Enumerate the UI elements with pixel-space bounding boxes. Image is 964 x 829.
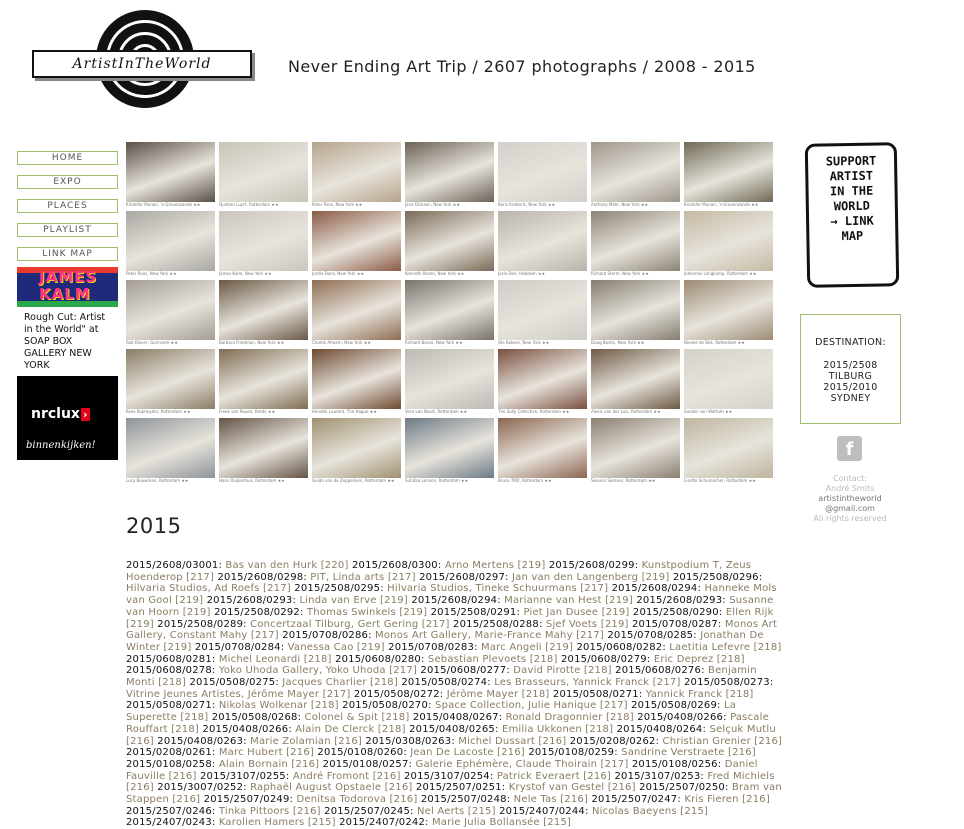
entry-link[interactable]: Linda van Erve [219] [299, 595, 408, 607]
entry-link[interactable]: Marc Angeli [219] [481, 641, 574, 653]
entry-code: 2015/2608/0293 [206, 595, 293, 607]
destination-line: 2015/2508 [823, 360, 878, 371]
entry-code: 2015/2508/0292 [214, 606, 300, 618]
entry-code: 2015/0508/0270 [342, 700, 429, 712]
entry-code: 2015/0508/0273 [683, 677, 770, 689]
photo-caption: Seounn Samsen, Rotterdam ★★ [591, 478, 656, 483]
photo-thumbnail[interactable] [126, 142, 215, 211]
photo-caption: Hendrik Laurent, The Hague ★★ [312, 409, 377, 414]
entry-link[interactable]: Marie Julia Bollansée [215] [431, 817, 572, 829]
entry-link[interactable]: Nel Aerts [215] [416, 805, 496, 817]
entry-code: 2015/0208/0262 [569, 735, 656, 747]
entry-link[interactable]: Vanessa Cao [219] [287, 641, 385, 653]
entry-code: 2015/0308/0263 [365, 735, 452, 747]
entry-code: 2015/2507/0250 [639, 782, 725, 794]
photo-caption: Kristofer Munari, 's-Gravenzande ★★ [684, 202, 759, 207]
photo-thumbnail[interactable] [591, 349, 680, 418]
entry-code: 2015/2608/0298 [217, 571, 304, 583]
photo-thumbnail[interactable] [312, 211, 401, 280]
photo-thumbnail[interactable] [126, 349, 215, 418]
site-tagline: Never Ending Art Trip / 2607 photographs / 2008 - 2015 [288, 57, 756, 76]
photo-thumbnail[interactable] [498, 211, 587, 280]
entry-code: 2015/2507/0246 [126, 805, 212, 817]
nav-link-map[interactable]: LINK MAP [17, 247, 118, 261]
entry-link[interactable]: Nicolas Baeyens [215] [591, 805, 709, 817]
photo-thumbnail[interactable] [498, 349, 587, 418]
photo-image [591, 280, 680, 340]
entry-code: 2015/2508/0291 [430, 606, 517, 618]
photo-image [219, 211, 308, 271]
entry-code: 2015/2508/0290 [632, 606, 719, 618]
entry-link[interactable]: Hilvaria Studios, Tineke Schuurmans [217] [387, 583, 609, 595]
photo-caption: Barbara Friedman, New York ★★ [219, 340, 285, 345]
entry-link[interactable]: Daniel Fauville [216] [126, 758, 758, 782]
photo-caption: Kees Rapheyder, Rotterdam ★★ [126, 409, 191, 414]
entry-code: 2015/0408/0265 [409, 723, 495, 735]
photo-caption: Sander van Wettum ★★ [684, 409, 733, 414]
photo-image [126, 280, 215, 340]
photo-caption: Anthony Miler, New York ★★ [591, 202, 649, 207]
contact-name: André Smits [825, 484, 875, 493]
support-line: MAP [841, 228, 864, 244]
photo-thumbnail[interactable] [498, 142, 587, 211]
entry-code: 2015/0508/0271 [552, 688, 639, 700]
entry-link[interactable]: Denitsa Todorova [216] [296, 794, 418, 806]
entry-link[interactable]: Monos Art Gallery, Marie-France Mahy [217] [375, 630, 604, 642]
photo-image [498, 211, 587, 271]
entry-link[interactable]: Laetitia Lefevre [218] [669, 641, 782, 653]
entry-link[interactable]: Nikolas Wolkenar [218] [218, 700, 339, 712]
entry-link[interactable]: Jan van den Langenberg [219] [511, 571, 670, 583]
photo-thumbnail[interactable] [684, 418, 773, 487]
entry-code: 2015/2507/0245 [324, 805, 411, 817]
entry-code: 2015/0608/0281 [126, 653, 212, 665]
destination-box [800, 314, 901, 424]
photo-thumbnail[interactable] [591, 280, 680, 349]
photo-caption: Josie Doe, Hoboken ★★ [498, 271, 546, 276]
entry-link[interactable]: Sjef Voets [219] [545, 618, 629, 630]
photo-thumbnail[interactable] [219, 211, 308, 280]
contact-email-domain[interactable]: @gmail.com [825, 504, 875, 513]
photo-thumbnail[interactable] [219, 142, 308, 211]
entry-code: 2015/2608/0297 [419, 571, 506, 583]
support-line: ARTIST [829, 168, 874, 184]
entry-code: 2015/0108/0256 [631, 758, 718, 770]
entry-code: 2015/2507/0251 [415, 782, 502, 794]
photo-caption: Lisette Schumacher, Rotterdam ★★ [684, 478, 756, 483]
photo-thumbnail[interactable] [684, 349, 773, 418]
entry-link[interactable]: Vitrine Jeunes Artistes, Jérôme Mayer [217] [126, 688, 351, 700]
entry-link[interactable]: Sandrine Verstraete [216] [621, 747, 756, 759]
entry-code: 2015/0408/0263 [157, 735, 244, 747]
entry-code: 2015/2508/0296 [672, 571, 759, 583]
photo-thumbnail[interactable] [684, 280, 773, 349]
entry-code: 2015/0408/0266 [202, 723, 289, 735]
photo-image [591, 211, 680, 271]
james-kalm-caption[interactable]: Rough Cut: Artist in the World" at SOAP BOX GALLERY NEW YORK [24, 312, 106, 371]
entry-code: 2015/0608/0276 [615, 665, 702, 677]
entry-link[interactable]: Sebastian Plevoets [218] [427, 653, 558, 665]
entry-link[interactable]: Bas van den Hurk [220] [225, 560, 349, 571]
entry-code: 2015/2608/0299 [548, 560, 635, 571]
entry-code: 2015/2608/0294 [611, 583, 698, 595]
photo-image [405, 349, 494, 409]
photo-caption: Freek van Reuen, Breda ★★ [219, 409, 276, 414]
entry-code: 2015/0408/0267 [412, 712, 499, 724]
contact-label: Contact: [833, 474, 867, 483]
entry-link[interactable]: Jacques Charlier [218] [282, 677, 398, 689]
nav-places[interactable]: PLACES [17, 199, 118, 213]
entry-link[interactable]: Ronald Dragonnier [218] [505, 712, 634, 724]
photo-image [219, 142, 308, 202]
entry-code: 2015/0108/0260 [317, 747, 404, 759]
entry-code: 2015/0508/0274 [401, 677, 488, 689]
entry-link[interactable]: Emilia Ukkonen [218] [501, 723, 614, 735]
photo-caption: Peter Pons, New York ★★ [312, 202, 363, 207]
photo-caption: Kenneth Rozen, New York ★★ [405, 271, 465, 276]
chevron-right-icon: › [82, 408, 88, 421]
photo-caption: Richard Storm, New York ★★ [591, 271, 649, 276]
entry-link[interactable]: Tinka Pittoors [216] [218, 805, 321, 817]
entry-link[interactable]: Christian Grenier [216] [662, 735, 783, 747]
photo-thumbnail[interactable] [405, 349, 494, 418]
support-line: SUPPORT [825, 153, 877, 169]
photo-image [312, 418, 401, 478]
entry-link[interactable]: Michel Dussart [216] [458, 735, 567, 747]
entry-code: 2015/2608/0293 [636, 595, 723, 607]
entry-code: 2015/2608/03001 [126, 560, 219, 571]
entry-link[interactable]: Concertzaal Tilburg, Gert Gering [217] [250, 618, 450, 630]
entry-link[interactable]: André Fromont [216] [292, 770, 401, 782]
entry-code: 2015/2407/0244 [499, 805, 585, 817]
entry-code: 2015/0408/0266 [637, 712, 724, 724]
entry-list: 2015/2608/03001: Bas van den Hurk [220] 2015/2608/0300: Arno Mertens [219] 2015/2608/0299: Kunstpodium T, Zeus Hoenderop [217] 2015/2608/0298: PIT, Linda arts [217] 2015/2608/0297: Jan van den Langenberg [219] 2015/2508/0296: Hilvaria Studios, Ad Roefs [217] 2015/2508/0295: Hilvaria Studios, Tineke Schuurmans [217] 2015/2608/0294: Hanneke Mols van Gool [219] 2015/2608/0293: Linda van Erve [219] 2015/2608/0294: Marianne van Hest [219] 2015/2608/0293: Susanne van Hoorn [219] 2015/2508/0292: Thomas Swinkels [219] 2015/2508/0291: Piet Jan Dusee [219] 2015/2508/0290: Ellen Rijk [219] 2015/2508/0289: Concertzaal Tilburg, Gert Gering [217] 2015/2508/0288: Sjef Voets [219] 2015/0708/0287: Monos Art Gallery, Constant Mahy [217] 2015/0708/0286: Monos Art Gallery, Marie-France Mahy [217] 2015/0708/0285: Jonathan De Winter [219] 2015/0708/0284: Vanessa Cao [219] 2015/0708/0283: Marc Angeli [219] 2015/0608/0282: Laetitia Lefevre [218] 2015/0608/0281: Michel Leonardi [218] 2015/0608/0280: Sebastian Plevoets [218] 2015/0608/0279: Eric Deprez [218] 2015/0608/0278: Yoko Uhoda Gallery, Yoko Uhoda [217] 2015/0608/0277: David Pirotte [218] 2015/0608/0276: Benjamin Monti [218] 2015/0508/0275: Jacques Charlier [218] 2015/0508/0274: Les Brasseurs, Yannick Franck [217] 2015/0508/0273: Vitrine Jeunes Artistes, Jérôme Mayer [217] 2015/0508/0272: Jérôme Mayer [218] 2015/0508/0271: Yannick Franck [218] 2015/0508/0271: Nikolas Wolkenar [218] 2015/0508/0270: Space Collection, Julie Hanique [217] 2015/0508/0269: La Superette [218] 2015/0508/0268: Colonel & Spit [218] 2015/0408/0267: Ronald Dragonnier [218] 2015/0408/0266: Pascale Rouffart [218] 2015/0408/0266: Alain De Clerck [218] 2015/0408/0265: Emilia Ukkonen [218] 2015/0408/0264: Selçuk Mutlu [216] 2015/0408/0263: Marie Zolamian [216] 2015/0308/0263: Michel Dussart [216] 2015/0208/0262: Christian Grenier [216] 2015/0208/0261: Marc Hubert [216] 2015/0108/0260: Jean De Lacoste [216] 2015/0108/0259: Sandrine Verstraete [216] 2015/0108/0258: Alain Bornain [216] 2015/0108/0257: Galerie Ephémère, Claude Thoirain [217] 2015/0108/0256: Daniel Fauville [216] 2015/3107/0255: André Fromont [216] 2015/3107/0254: Patrick Everaert [216] 2015/3107/0253: Fred Michiels [216] 2015/3007/0252: Raphaël August Opstaele [216] 2015/2507/0251: Krystof van Gestel [216] 2015/2507/0250: Bram van Stappen [216] 2015/2507/0249: Denitsa Todorova [216] 2015/2507/0248: Nele Tas [216] 2015/2507/0247: Kris Fieren [216] 2015/2507/0246: Tinka Pittoors [216] 2015/2507/0245: Nel Aerts [215] 2015/2407/0244: Nicolas Baeyens [215] 2015/2407/0243: Karolien Hamers [215] 2015/2407/0242: Marie Julia Bollansée [215] [126, 560, 783, 829]
entry-code: 2015/0508/0275 [189, 677, 276, 689]
photo-thumbnail[interactable] [126, 280, 215, 349]
photo-image [312, 280, 401, 340]
facebook-icon[interactable]: f [837, 436, 862, 461]
entry-link[interactable]: Karolien Hamers [215] [218, 817, 336, 829]
photo-caption: Doug Bostic, New York ★★ [591, 340, 645, 345]
entry-code: 2015/0508/0268 [211, 712, 298, 724]
entry-code: 2015/2507/0248 [420, 794, 507, 806]
entry-link[interactable]: Marc Hubert [216] [218, 747, 315, 759]
entry-link[interactable]: Jean De Lacoste [216] [410, 747, 525, 759]
entry-code: 2015/0508/0272 [353, 688, 440, 700]
entry-code: 2015/0108/0257 [322, 758, 409, 770]
entry-code: 2015/3107/0254 [403, 770, 490, 782]
photo-thumbnail[interactable] [219, 418, 308, 487]
entry-code: 2015/0108/0258 [126, 758, 212, 770]
photo-thumbnail[interactable] [219, 280, 308, 349]
photo-thumbnail[interactable] [312, 349, 401, 418]
james-kalm-logo: JAMES KALM [39, 268, 98, 303]
destination-label: DESTINATION: [815, 337, 886, 348]
entry-link[interactable]: Nele Tas [216] [513, 794, 589, 806]
photo-caption: Hans Duijkerhuis, Rotterdam ★★ [219, 478, 285, 483]
photo-caption: Quinten Luyrt, Rotterdam ★★ [219, 202, 279, 207]
entry-link[interactable]: Jérôme Mayer [218] [446, 688, 550, 700]
james-kalm-ad[interactable] [17, 267, 118, 307]
photo-image [405, 211, 494, 271]
entry-link[interactable]: Jonathan De Winter [219] [126, 630, 764, 653]
photo-image [498, 418, 587, 478]
photo-caption: Bruce TMX, Rotterdam ★★ [498, 478, 552, 483]
photo-image [126, 211, 215, 271]
photo-caption: Jane Dickson, New York ★★ [405, 202, 460, 207]
photo-image [219, 349, 308, 409]
photo-thumbnail[interactable] [126, 211, 215, 280]
entry-link[interactable]: Alain De Clerck [218] [295, 723, 406, 735]
photo-caption: The Sally Collective, Rotterdam ★★ [498, 409, 570, 414]
photo-image [684, 211, 773, 271]
entry-link[interactable]: Bram van Stappen [216] [126, 782, 782, 806]
entry-code: 2015/0208/0261 [126, 747, 212, 759]
entry-code: 2015/3107/0253 [614, 770, 701, 782]
photo-thumbnail[interactable] [591, 142, 680, 211]
photo-caption: Vera van Noort, Rotterdam ★★ [405, 409, 468, 414]
entry-link[interactable]: Arno Mertens [219] [444, 560, 546, 571]
nrclux-tag: binnenkijken! [26, 440, 96, 451]
entry-code: 2015/2508/0288 [453, 618, 539, 630]
photo-caption: Suhitaa Lennon, Rotterdam ★★ [405, 478, 469, 483]
entry-code: 2015/2508/0289 [157, 618, 244, 630]
entry-code: 2015/0508/0271 [126, 700, 212, 712]
photo-thumbnail[interactable] [312, 142, 401, 211]
entry-code: 2015/2507/0249 [203, 794, 290, 806]
photo-thumbnail[interactable] [219, 349, 308, 418]
photo-thumbnail[interactable] [312, 418, 401, 487]
photo-image [684, 349, 773, 409]
photo-thumbnail[interactable] [405, 280, 494, 349]
entry-code: 2015/3007/0252 [157, 782, 244, 794]
destination-line: 2015/2010 [823, 382, 878, 393]
photo-caption: Nienke de Bok, Rotterdam ★★ [684, 340, 745, 345]
photo-caption: Kristofer Munari, 's-Gravenzande ★★ [126, 202, 201, 207]
photo-caption: Peter Roos, New York ★★ [126, 271, 177, 276]
nav-playlist[interactable]: PLAYLIST [17, 223, 118, 237]
entry-code: 2015/2608/0300 [351, 560, 438, 571]
entry-code: 2015/0508/0269 [631, 700, 718, 712]
photo-thumbnail[interactable] [405, 211, 494, 280]
entry-link[interactable]: Piet Jan Dusee [219] [523, 606, 630, 618]
photo-image [312, 349, 401, 409]
photo-image [126, 418, 215, 478]
entry-link[interactable]: Yoko Uhoda Gallery, Yoko Uhoda [217] [218, 665, 418, 677]
contact-email[interactable]: artistintheworld [818, 494, 882, 503]
entry-link[interactable]: PIT, Linda arts [217] [310, 571, 416, 583]
photo-thumbnail[interactable] [684, 211, 773, 280]
entry-code: 2015/2508/0295 [294, 583, 381, 595]
entry-link[interactable]: Monos Art Gallery, Constant Mahy [217] [126, 618, 778, 642]
entry-link[interactable]: Space Collection, Julie Hanique [217] [435, 700, 628, 712]
photo-thumbnail[interactable] [684, 142, 773, 211]
entry-link[interactable]: Benjamin Monti [218] [126, 665, 757, 689]
entry-link[interactable]: Susanne van Hoorn [219] [126, 595, 774, 618]
entry-code: 2015/2407/0242 [339, 817, 426, 829]
entry-code: 2015/0608/0279 [560, 653, 647, 665]
entry-link[interactable]: Krystof van Gestel [216] [508, 782, 636, 794]
entry-link[interactable]: Pascale Rouffart [218] [126, 712, 769, 735]
photo-caption: Johannes Langkamp, Rotterdam ★★ [684, 271, 757, 276]
photo-thumbnail[interactable] [498, 280, 587, 349]
year-heading: 2015 [126, 514, 182, 538]
contact-info [798, 474, 902, 524]
nrclux-ad[interactable] [17, 376, 118, 460]
support-line: WORLD [833, 198, 871, 214]
photo-caption: Richard Bosse, New York ★★ [405, 340, 463, 345]
photo-image [312, 142, 401, 202]
entry-link[interactable]: Kris Fieren [216] [684, 794, 770, 806]
entry-code: 2015/0408/0264 [616, 723, 703, 735]
photo-image [405, 142, 494, 202]
photo-image [126, 349, 215, 409]
photo-thumbnail[interactable] [126, 418, 215, 487]
entry-link[interactable]: Ellen Rijk [219] [126, 606, 774, 630]
photo-image [405, 418, 494, 478]
photo-image [312, 211, 401, 271]
photo-thumbnail[interactable] [498, 418, 587, 487]
entry-link[interactable]: Hilvaria Studios, Ad Roefs [217] [126, 583, 291, 595]
entry-code: 2015/0608/0278 [126, 665, 212, 677]
photo-image [498, 280, 587, 340]
photo-caption: James Kalm, New York ★★ [219, 271, 272, 276]
photo-thumbnail[interactable] [591, 211, 680, 280]
photo-caption: Charlie Ahearn, New York ★★ [312, 340, 371, 345]
entry-link[interactable]: Hanneke Mols van Gool [219] [126, 583, 777, 607]
photo-caption: Boris Kreboris, New York ★★ [498, 202, 556, 207]
photo-image [498, 142, 587, 202]
main-nav [17, 151, 118, 271]
photo-caption: Alexis van der Luis, Rotterdam ★★ [591, 409, 661, 414]
entry-code: 2015/0608/0282 [576, 641, 663, 653]
entry-code: 2015/0708/0285 [607, 630, 694, 642]
photo-image [591, 418, 680, 478]
photo-thumbnail[interactable] [591, 418, 680, 487]
entry-link[interactable]: David Pirotte [218] [513, 665, 612, 677]
entry-link[interactable]: Fred Michiels [216] [126, 770, 775, 794]
entry-link[interactable]: Raphaël August Opstaele [216] [250, 782, 413, 794]
entry-link[interactable]: Thomas Swinkels [219] [306, 606, 428, 618]
entry-code: 2015/0108/0259 [528, 747, 615, 759]
photo-image [684, 418, 773, 478]
photo-thumbnail[interactable] [405, 418, 494, 487]
entry-code: 2015/0708/0287 [632, 618, 718, 630]
logo-text: ArtistInTheWorld [32, 50, 252, 78]
copyright-text: All rights reserved [813, 514, 887, 523]
entry-code: 2015/0708/0286 [282, 630, 369, 642]
photo-image [684, 280, 773, 340]
photo-thumbnail[interactable] [312, 280, 401, 349]
entry-link[interactable]: Selçuk Mutlu [216] [126, 723, 776, 747]
entry-code: 2015/0708/0284 [194, 641, 281, 653]
photo-caption: Jordie Dons, New York ★★ [312, 271, 365, 276]
photo-image [684, 142, 773, 202]
entry-code: 2015/0708/0283 [388, 641, 475, 653]
entry-link[interactable]: Alain Bornain [216] [218, 758, 320, 770]
entry-link[interactable]: Patrick Everaert [216] [496, 770, 612, 782]
entry-link[interactable]: Eric Deprez [218] [653, 653, 745, 665]
photo-image [405, 280, 494, 340]
entry-link[interactable]: Marianne van Hest [219] [504, 595, 633, 607]
photo-image [498, 349, 587, 409]
photo-caption: Rob Klever, Gorinsem ★★ [126, 340, 178, 345]
entry-link[interactable]: Kunstpodium T, Zeus Hoenderop [217] [126, 560, 752, 583]
entry-link[interactable]: Colonel & Spit [218] [304, 712, 410, 724]
entry-code: 2015/0608/0277 [420, 665, 507, 677]
entry-code: 2015/2507/0247 [591, 794, 678, 806]
entry-code: 2015/2407/0243 [126, 817, 212, 829]
entry-link[interactable]: Michel Leonardi [218] [218, 653, 332, 665]
destination-line: TILBURG [828, 371, 873, 382]
photo-image [219, 280, 308, 340]
photo-thumbnail[interactable] [405, 142, 494, 211]
nav-home[interactable]: HOME [17, 151, 118, 165]
nav-expo[interactable]: EXPO [17, 175, 118, 189]
support-artist-badge[interactable] [805, 142, 899, 288]
photo-image [219, 418, 308, 478]
entry-link[interactable]: Marie Zolamian [216] [250, 735, 363, 747]
destination-line: SYDNEY [830, 393, 871, 404]
photo-caption: Guido van de Zeppelinen, Rotterdam ★★ [312, 478, 395, 483]
entry-link[interactable]: Yannick Franck [218] [645, 688, 754, 700]
entry-link[interactable]: La Superette [218] [126, 700, 737, 724]
support-line: IN THE [829, 183, 874, 199]
nrclux-logo: nrclux › [31, 406, 88, 422]
photo-image [591, 142, 680, 202]
entry-code: 2015/3107/0255 [199, 770, 286, 782]
photo-caption: Lucy Bouwman, Rotterdam ★★ [126, 478, 189, 483]
photo-caption: Ole Bokern, New York ★★ [498, 340, 550, 345]
photo-image [126, 142, 215, 202]
entry-link[interactable]: Les Brasseurs, Yannick Franck [217] [494, 677, 681, 689]
support-line: → LINK [830, 213, 874, 229]
entry-code: 2015/0608/0280 [335, 653, 421, 665]
site-logo[interactable] [32, 10, 257, 113]
entry-code: 2015/2608/0294 [411, 595, 498, 607]
entry-link[interactable]: Galerie Ephémère, Claude Thoirain [217] [415, 758, 629, 770]
photo-image [591, 349, 680, 409]
